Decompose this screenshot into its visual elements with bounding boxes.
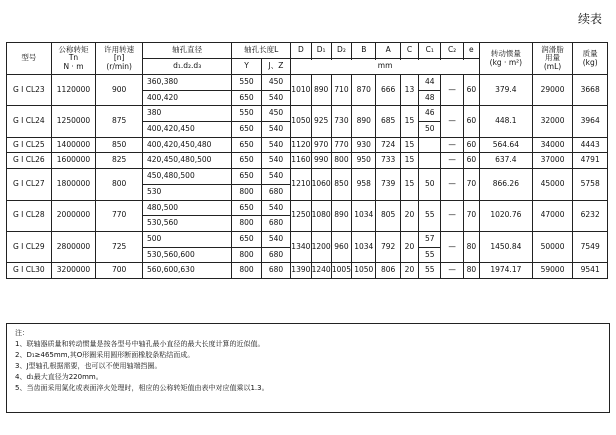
cell-grease: 37000 xyxy=(532,153,573,169)
cell-mass: 6232 xyxy=(573,200,608,231)
cell-B: 950 xyxy=(352,153,376,169)
cell-speed: 850 xyxy=(96,137,143,153)
note-line: 2、D₁≥465mm,其O形圈采用圆形断面橡胶条粘结而成。 xyxy=(15,351,195,359)
cell-grease: 32000 xyxy=(532,106,573,137)
header-C1: C₁ xyxy=(419,43,441,59)
cell-speed: 700 xyxy=(96,263,143,279)
cell-D2: 770 xyxy=(331,137,351,153)
cell-inertia: 1974.17 xyxy=(479,263,532,279)
cell-speed: 800 xyxy=(96,169,143,200)
header-grease: 润滑脂 用量 (mL) xyxy=(532,43,573,75)
cell-D: 1010 xyxy=(291,75,311,106)
cell-e: 60 xyxy=(463,106,479,137)
cell-e: 80 xyxy=(463,231,479,262)
cell-torque: 3200000 xyxy=(51,263,96,279)
cell-grease: 29000 xyxy=(532,75,573,106)
cell-D: 1390 xyxy=(291,263,311,279)
cell-D1: 1060 xyxy=(311,169,331,200)
cell-mass: 3964 xyxy=(573,106,608,137)
cell-length-y: 800 xyxy=(232,216,261,232)
cell-C2: — xyxy=(441,231,463,262)
spec-table xyxy=(6,42,608,279)
cell-D: 1250 xyxy=(291,200,311,231)
header-mass: 质量 (kg) xyxy=(573,43,608,75)
cell-e: 80 xyxy=(463,263,479,279)
cell-model: G I CL25 xyxy=(7,137,52,153)
cell-length-jz: 540 xyxy=(261,231,290,247)
cell-bore-diameter: 530,560 xyxy=(143,216,232,232)
cell-length-jz: 540 xyxy=(261,153,290,169)
cell-torque: 2000000 xyxy=(51,200,96,231)
cell-length-jz: 450 xyxy=(261,75,290,91)
cell-torque: 1600000 xyxy=(51,153,96,169)
header-mm: mm xyxy=(291,59,480,75)
cell-C: 20 xyxy=(400,200,418,231)
cell-torque: 1250000 xyxy=(51,106,96,137)
note-line: 5、当齿面采用氮化或表面淬火处理时，相应的公称转矩值由表中对应值乘以1.3。 xyxy=(15,384,269,392)
cell-A: 805 xyxy=(376,200,400,231)
cell-model: G I CL29 xyxy=(7,231,52,262)
cell-D: 1210 xyxy=(291,169,311,200)
table-row xyxy=(7,263,608,279)
cell-C2: — xyxy=(441,200,463,231)
cell-C1: 50 xyxy=(419,169,441,200)
cell-grease: 50000 xyxy=(532,231,573,262)
cell-grease: 45000 xyxy=(532,169,573,200)
cell-A: 792 xyxy=(376,231,400,262)
cell-length-y: 650 xyxy=(232,169,261,185)
cell-bore-diameter: 530,560,600 xyxy=(143,247,232,263)
cell-D1: 1200 xyxy=(311,231,331,262)
header-D: D xyxy=(291,43,311,59)
table-row xyxy=(7,169,608,185)
cell-e: 60 xyxy=(463,75,479,106)
cell-C: 15 xyxy=(400,106,418,137)
cell-C1 xyxy=(419,137,441,153)
note-line: 1、联轴器质量和转动惯量是按各型号中轴孔最小直径的最大长度计算的近似值。 xyxy=(15,340,265,348)
cell-length-jz: 680 xyxy=(261,263,290,279)
table-row xyxy=(7,106,608,122)
cell-model: G I CL23 xyxy=(7,75,52,106)
cell-bore-diameter: 400,420,450 xyxy=(143,122,232,138)
cell-bore-diameter: 400,420 xyxy=(143,90,232,106)
cell-e: 60 xyxy=(463,153,479,169)
cell-torque: 1800000 xyxy=(51,169,96,200)
cell-D1: 925 xyxy=(311,106,331,137)
cell-bore-diameter: 360,380 xyxy=(143,75,232,91)
cell-length-jz: 540 xyxy=(261,137,290,153)
header-D1: D₁ xyxy=(311,43,331,59)
cell-D: 1050 xyxy=(291,106,311,137)
header-C: C xyxy=(400,43,418,59)
cell-B: 890 xyxy=(352,106,376,137)
cell-B: 1034 xyxy=(352,231,376,262)
cell-length-y: 800 xyxy=(232,247,261,263)
cell-inertia: 564.64 xyxy=(479,137,532,153)
cell-length-jz: 540 xyxy=(261,200,290,216)
cell-D1: 970 xyxy=(311,137,331,153)
cell-e: 70 xyxy=(463,200,479,231)
table-row xyxy=(7,75,608,91)
cell-torque: 1120000 xyxy=(51,75,96,106)
header-model: 型号 xyxy=(7,43,52,75)
cell-length-jz: 680 xyxy=(261,216,290,232)
cell-C2: — xyxy=(441,153,463,169)
header-C2: C₂ xyxy=(441,43,463,59)
cell-A: 666 xyxy=(376,75,400,106)
header-B: B xyxy=(352,43,376,59)
header-bore: 轴孔直径 xyxy=(143,43,232,59)
cell-inertia: 637.4 xyxy=(479,153,532,169)
header-inertia: 转动惯量 (kg · m²) xyxy=(479,43,532,75)
cell-A: 806 xyxy=(376,263,400,279)
cell-model: G I CL30 xyxy=(7,263,52,279)
cell-speed: 770 xyxy=(96,200,143,231)
cell-bore-diameter: 480,500 xyxy=(143,200,232,216)
cell-length-jz: 540 xyxy=(261,122,290,138)
cell-model: G I CL27 xyxy=(7,169,52,200)
cell-e: 70 xyxy=(463,169,479,200)
header-torque: 公称转矩 Tn N · m xyxy=(51,43,96,75)
header-D2: D₂ xyxy=(331,43,351,59)
cell-A: 733 xyxy=(376,153,400,169)
header-Y: Y xyxy=(232,59,261,75)
header-e: e xyxy=(463,43,479,59)
cell-D2: 890 xyxy=(331,200,351,231)
cell-A: 739 xyxy=(376,169,400,200)
note-line: 4、d₁最大直径为220mm。 xyxy=(15,373,103,381)
cell-B: 930 xyxy=(352,137,376,153)
cell-length-y: 650 xyxy=(232,153,261,169)
cell-mass: 3668 xyxy=(573,75,608,106)
cell-length-y: 650 xyxy=(232,122,261,138)
cell-mass: 5758 xyxy=(573,169,608,200)
cell-C1: 46 xyxy=(419,106,441,122)
header-A: A xyxy=(376,43,400,59)
cell-bore-diameter: 500 xyxy=(143,231,232,247)
cell-bore-diameter: 400,420,450,480 xyxy=(143,137,232,153)
cell-inertia: 448.1 xyxy=(479,106,532,137)
cell-grease: 59000 xyxy=(532,263,573,279)
cell-B: 1034 xyxy=(352,200,376,231)
cell-model: G I CL24 xyxy=(7,106,52,137)
cell-mass: 4791 xyxy=(573,153,608,169)
cell-length-jz: 540 xyxy=(261,90,290,106)
cell-C2: — xyxy=(441,75,463,106)
cell-length-jz: 680 xyxy=(261,247,290,263)
cell-C2: — xyxy=(441,169,463,200)
page-title: 续表 xyxy=(577,12,602,26)
cell-mass: 4443 xyxy=(573,137,608,153)
note-line: 3、J型轴孔根据需要，也可以不使用轴端挡圈。 xyxy=(15,362,162,370)
cell-C: 15 xyxy=(400,169,418,200)
cell-length-y: 650 xyxy=(232,90,261,106)
cell-A: 685 xyxy=(376,106,400,137)
cell-C: 15 xyxy=(400,153,418,169)
cell-C1: 44 xyxy=(419,75,441,91)
cell-C1: 55 xyxy=(419,200,441,231)
cell-length-y: 550 xyxy=(232,106,261,122)
cell-bore-diameter: 420,450,480,500 xyxy=(143,153,232,169)
cell-length-y: 650 xyxy=(232,137,261,153)
cell-D2: 850 xyxy=(331,169,351,200)
cell-length-jz: 450 xyxy=(261,106,290,122)
cell-C1: 50 xyxy=(419,122,441,138)
header-speed: 许用转速 [n] (r/min) xyxy=(96,43,143,75)
note-line: 注： xyxy=(15,329,29,337)
cell-bore-diameter: 530 xyxy=(143,184,232,200)
cell-D2: 800 xyxy=(331,153,351,169)
cell-B: 1050 xyxy=(352,263,376,279)
cell-inertia: 1020.76 xyxy=(479,200,532,231)
cell-length-y: 550 xyxy=(232,75,261,91)
cell-torque: 1400000 xyxy=(51,137,96,153)
cell-e: 60 xyxy=(463,137,479,153)
cell-C2: — xyxy=(441,137,463,153)
header-bore-sub: d₁.d₂.d₃ xyxy=(143,59,232,75)
cell-D: 1160 xyxy=(291,153,311,169)
cell-length-y: 800 xyxy=(232,184,261,200)
cell-mass: 9541 xyxy=(573,263,608,279)
header-length: 轴孔长度L xyxy=(232,43,291,59)
cell-D1: 890 xyxy=(311,75,331,106)
cell-inertia: 866.26 xyxy=(479,169,532,200)
cell-C1: 55 xyxy=(419,263,441,279)
cell-length-y: 650 xyxy=(232,200,261,216)
table-row xyxy=(7,137,608,153)
cell-C2: — xyxy=(441,106,463,137)
cell-bore-diameter: 560,600,630 xyxy=(143,263,232,279)
cell-grease: 47000 xyxy=(532,200,573,231)
cell-D2: 960 xyxy=(331,231,351,262)
cell-C1: 48 xyxy=(419,90,441,106)
cell-B: 870 xyxy=(352,75,376,106)
table-row xyxy=(7,153,608,169)
cell-speed: 875 xyxy=(96,106,143,137)
cell-C: 13 xyxy=(400,75,418,106)
cell-D: 1340 xyxy=(291,231,311,262)
cell-C: 15 xyxy=(400,137,418,153)
cell-length-jz: 680 xyxy=(261,184,290,200)
cell-C: 20 xyxy=(400,263,418,279)
cell-length-jz: 540 xyxy=(261,169,290,185)
cell-D2: 730 xyxy=(331,106,351,137)
cell-D1: 1240 xyxy=(311,263,331,279)
cell-B: 958 xyxy=(352,169,376,200)
cell-bore-diameter: 450,480,500 xyxy=(143,169,232,185)
cell-length-y: 650 xyxy=(232,231,261,247)
table-row xyxy=(7,200,608,216)
cell-inertia: 1450.84 xyxy=(479,231,532,262)
cell-D2: 710 xyxy=(331,75,351,106)
cell-length-y: 800 xyxy=(232,263,261,279)
cell-inertia: 379.4 xyxy=(479,75,532,106)
cell-speed: 900 xyxy=(96,75,143,106)
header-JZ: J、Z xyxy=(261,59,290,75)
cell-model: G I CL26 xyxy=(7,153,52,169)
cell-speed: 825 xyxy=(96,153,143,169)
table-body xyxy=(7,75,608,279)
cell-bore-diameter: 380 xyxy=(143,106,232,122)
cell-C1: 55 xyxy=(419,247,441,263)
cell-model: G I CL28 xyxy=(7,200,52,231)
cell-mass: 7549 xyxy=(573,231,608,262)
cell-C2: — xyxy=(441,263,463,279)
cell-C1 xyxy=(419,153,441,169)
cell-A: 724 xyxy=(376,137,400,153)
notes-box xyxy=(6,323,610,413)
table-row xyxy=(7,231,608,247)
cell-D1: 1080 xyxy=(311,200,331,231)
cell-torque: 2800000 xyxy=(51,231,96,262)
cell-D2: 1005 xyxy=(331,263,351,279)
cell-grease: 34000 xyxy=(532,137,573,153)
cell-speed: 725 xyxy=(96,231,143,262)
cell-D: 1120 xyxy=(291,137,311,153)
cell-D1: 990 xyxy=(311,153,331,169)
cell-C1: 57 xyxy=(419,231,441,247)
cell-C: 20 xyxy=(400,231,418,262)
